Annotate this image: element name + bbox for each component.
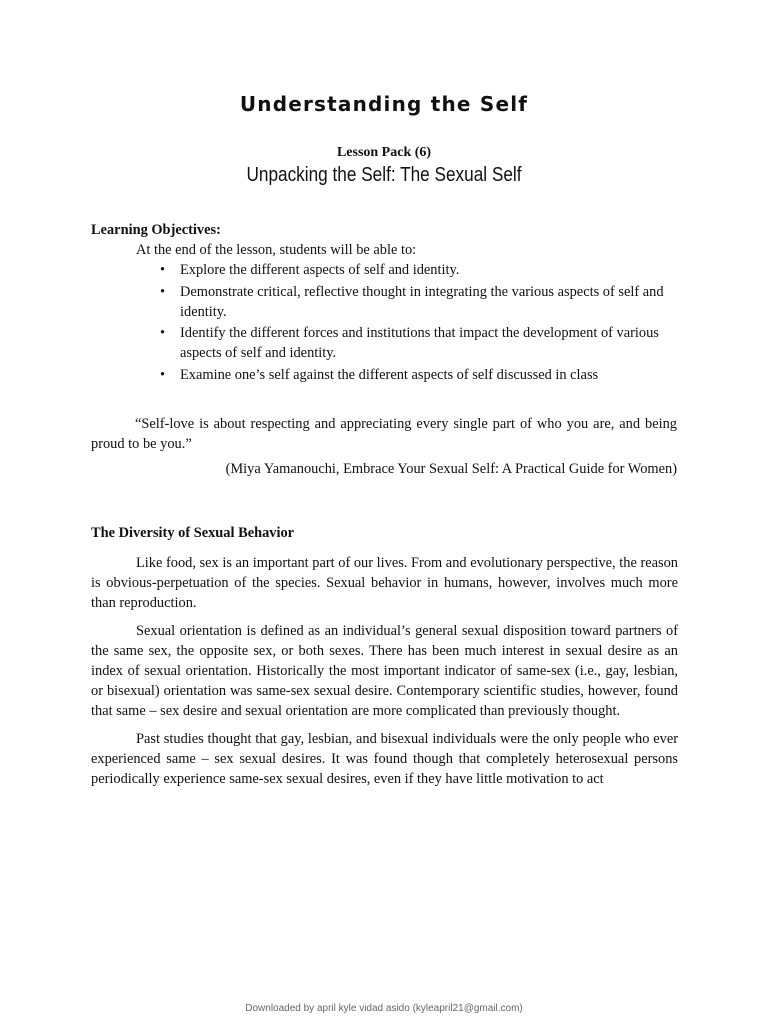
diversity-section	[91, 523, 678, 797]
bullet-icon: •	[160, 325, 166, 341]
objective-item	[160, 365, 681, 385]
objective-text: Demonstrate critical, reflective thought in integrating the various aspects of self and identity.	[180, 283, 664, 320]
quote-source: (Miya Yamanouchi, Embrace Your Sexual Self: A Practical Guide for Women)	[225, 461, 677, 477]
download-footer: Downloaded by april kyle vidad asido (kyleapril21@gmail.com)	[245, 1003, 523, 1014]
objective-item	[160, 323, 681, 363]
section-paragraph: Like food, sex is an important part of our lives. From and evolutionary perspective, the reason is obvious-perpetuation of the species. Sexual behavior in humans, however, involves much more than reproduction.	[91, 555, 678, 611]
epigraph-quote	[91, 414, 677, 479]
section-heading: The Diversity of Sexual Behavior	[91, 525, 295, 541]
section-paragraph: Past studies thought that gay, lesbian, and bisexual individuals were the only people who ever experienced same – sex sexual desires. It was found though that completely heterosexual persons periodically experience same-sex sexual desires, even if they have little motivation to act	[91, 731, 678, 787]
objectives-heading: Learning Objectives:	[91, 222, 221, 238]
bullet-icon: •	[160, 262, 166, 278]
objective-text: Explore the different aspects of self and identity.	[180, 262, 460, 278]
bullet-icon: •	[160, 366, 166, 383]
objectives-list	[91, 260, 681, 385]
document-title: Understanding the Self	[239, 92, 529, 116]
objective-text: Examine one’s self against the different aspects of self discussed in class	[180, 366, 599, 383]
bullet-icon: •	[160, 283, 166, 300]
quote-text: “Self-love is about respecting and appreciating every single part of who you are, and being proud to be you.”	[91, 416, 677, 452]
lesson-title: Unpacking the Self: The Sexual Self	[246, 164, 522, 186]
learning-objectives	[91, 220, 681, 386]
objectives-intro: At the end of the lesson, students will be able to:	[136, 242, 417, 258]
objective-item	[160, 282, 681, 322]
lesson-pack-label: Lesson Pack (6)	[336, 145, 432, 160]
objective-text: Identify the different forces and institutions that impact the development of various aspects of self and identity.	[180, 325, 659, 361]
section-paragraph: Sexual orientation is defined as an individual’s general sexual disposition toward partners of the same sex, the opposite sex, or both sexes. There has been much interest in sexual desire as an index of sexual orientation. Historically the most important indicator of same-sex (i.e., gay, lesbian, or bisexual) orientation was same-sex sexual desire. Contemporary scientific studies, however, found that same – sex desire and sexual orientation are more complicated than previously thought.	[91, 623, 678, 719]
objective-item	[160, 260, 681, 280]
